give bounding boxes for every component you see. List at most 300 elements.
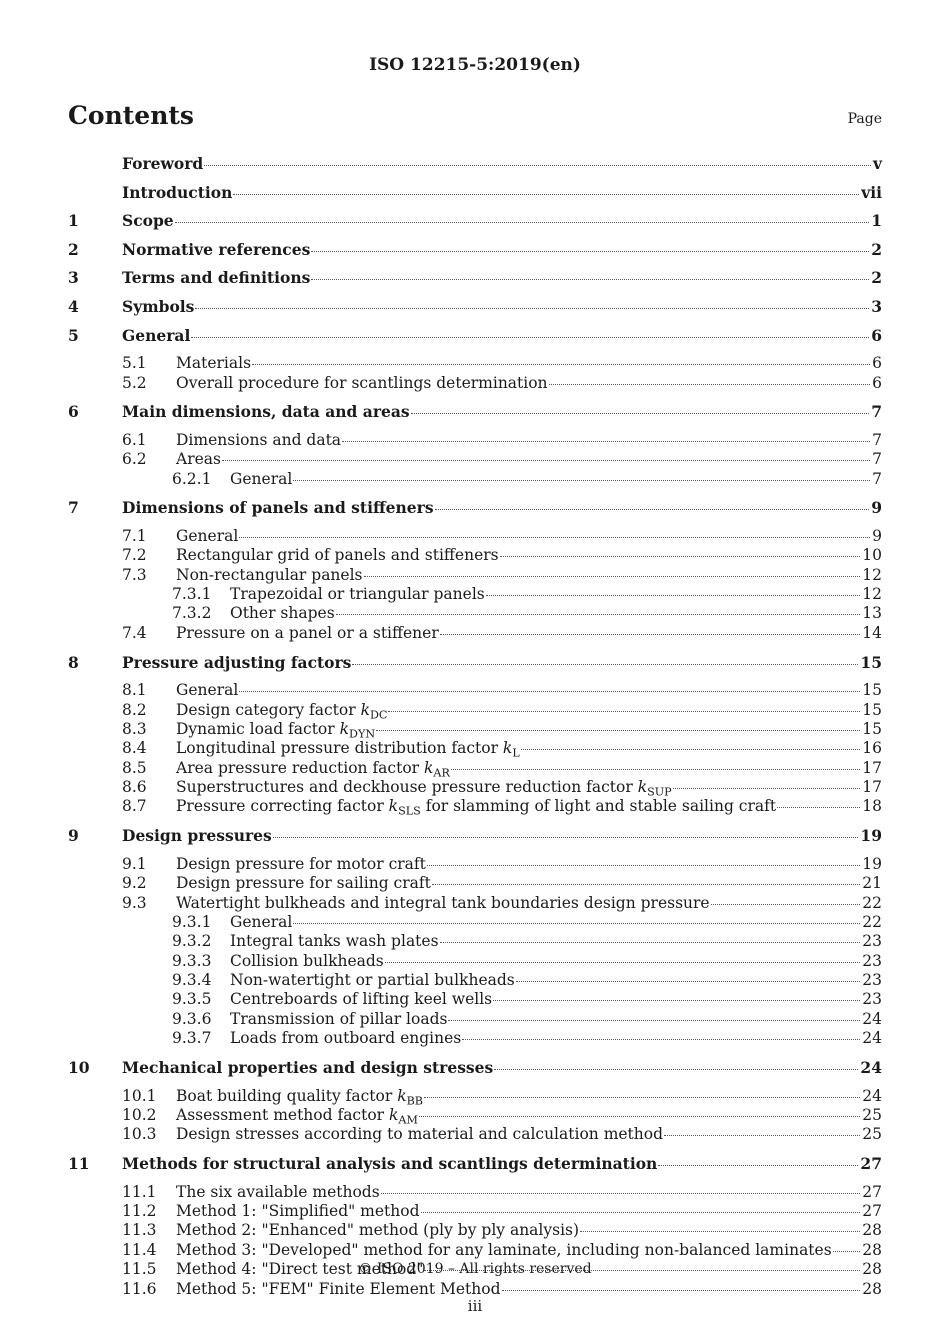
toc-entry-title <box>176 624 439 642</box>
toc-entry-page: 7 <box>872 450 882 469</box>
toc-entry-title <box>122 1058 493 1077</box>
toc-entry-number: 6 <box>68 402 79 422</box>
dot-leader <box>252 364 870 365</box>
dot-leader <box>293 923 860 924</box>
toc-entry-page: 17 <box>862 758 882 777</box>
dot-leader <box>191 337 869 338</box>
toc-entry-title <box>122 826 272 845</box>
dot-leader <box>673 788 861 789</box>
toc-entry-symbol-subscript: L <box>512 746 520 760</box>
toc-entry-title <box>176 778 672 798</box>
toc-entry-page: 7 <box>871 402 882 422</box>
dot-leader <box>239 691 860 692</box>
toc-entry[interactable] <box>68 431 882 450</box>
toc-entry[interactable] <box>68 1241 882 1260</box>
toc-entry[interactable] <box>68 1154 882 1183</box>
toc-entry[interactable] <box>68 952 882 971</box>
toc-entry[interactable] <box>68 1010 882 1029</box>
dot-leader <box>462 1039 860 1040</box>
toc-entry-title <box>176 1221 579 1239</box>
toc-entry-number: 9.3.5 <box>172 990 212 1009</box>
toc-entry-title <box>230 604 335 622</box>
toc-entry-title-text: Superstructures and deckhouse pressure reduction factor <box>176 778 638 797</box>
toc-entry-number: 9.3.1 <box>172 912 212 931</box>
toc-entry-page: 6 <box>871 325 882 345</box>
toc-entry[interactable] <box>68 1087 882 1106</box>
dot-leader <box>658 1165 858 1166</box>
toc-entry-number: 7.3.2 <box>172 604 212 623</box>
dot-leader <box>195 308 869 309</box>
toc-entry-page: 12 <box>862 585 882 604</box>
toc-entry-title <box>176 1125 663 1143</box>
toc-entry-title-text: Scope <box>122 211 174 231</box>
toc-entry-title <box>230 1010 447 1028</box>
toc-entry-page: 24 <box>862 1029 882 1048</box>
toc-entry-title-text: General <box>230 469 293 488</box>
page-column-label: Page <box>847 111 882 127</box>
dot-leader <box>239 537 870 538</box>
toc-entry-title-text: Design pressure for sailing craft <box>176 874 431 893</box>
toc-entry-title-text: Introduction <box>122 182 233 202</box>
toc-entry-title-text: Trapezoidal or triangular panels <box>230 585 485 604</box>
toc-entry-title-text: Pressure on a panel or a stiffener <box>176 623 439 642</box>
dot-leader <box>493 1000 860 1001</box>
toc-entry-symbol: k <box>389 1105 399 1124</box>
dot-leader <box>521 749 861 750</box>
dot-leader <box>580 1231 860 1232</box>
dot-leader <box>711 904 861 905</box>
table-of-contents <box>68 154 882 1299</box>
toc-entry-number: 5.1 <box>122 354 147 373</box>
toc-entry-symbol-subscript: SUP <box>647 785 672 799</box>
toc-entry[interactable] <box>68 470 882 489</box>
dot-leader <box>451 769 860 770</box>
toc-entry-page: 12 <box>862 565 882 584</box>
toc-entry-page: 22 <box>862 912 882 931</box>
dot-leader <box>175 222 870 223</box>
dot-leader <box>440 942 861 943</box>
toc-entry-page: 23 <box>862 932 882 951</box>
toc-entry-title-text: Collision bulkheads <box>230 951 384 970</box>
toc-entry[interactable] <box>68 1029 882 1048</box>
toc-entry-number: 9.3.7 <box>172 1029 212 1048</box>
toc-entry[interactable] <box>68 240 882 269</box>
toc-entry-title <box>230 932 439 950</box>
toc-entry-page: v <box>872 154 882 173</box>
dot-leader <box>777 807 860 808</box>
toc-entry[interactable] <box>68 681 882 700</box>
toc-entry-number: 8 <box>68 652 79 672</box>
toc-entry[interactable] <box>68 653 882 682</box>
toc-entry-number: 7.3 <box>122 565 147 584</box>
dot-leader <box>293 480 870 481</box>
toc-entry-title <box>176 374 548 392</box>
dot-leader <box>342 441 870 442</box>
toc-entry[interactable] <box>68 874 882 893</box>
toc-entry-page: 1 <box>871 211 882 231</box>
toc-entry-title-text: Integral tanks wash plates <box>230 932 439 951</box>
toc-entry-title-text: General <box>176 526 239 545</box>
toc-entry-page: 27 <box>862 1202 882 1220</box>
dot-leader <box>311 251 869 252</box>
toc-entry-symbol: k <box>360 700 370 719</box>
toc-entry-number: 9.3.2 <box>172 932 212 951</box>
toc-entry-title-text: Dimensions and data <box>176 430 342 449</box>
toc-entry-title <box>122 268 310 287</box>
toc-entry-page: 25 <box>862 1125 882 1144</box>
toc-entry-number: 8.7 <box>122 797 147 816</box>
toc-entry-title-text: Method 5: "FEM" Finite Element Method <box>176 1279 501 1298</box>
toc-entry[interactable] <box>68 720 882 739</box>
toc-entry-number: 7.3.1 <box>172 585 212 604</box>
toc-entry-page: 6 <box>872 354 882 373</box>
toc-entry-number: 8.1 <box>122 681 147 700</box>
dot-leader <box>549 384 871 385</box>
toc-entry-number: 9 <box>68 826 79 846</box>
toc-entry-title <box>176 354 251 372</box>
toc-entry-title <box>176 759 450 779</box>
toc-entry-title-text: Terms and definitions <box>122 268 311 288</box>
toc-entry-title <box>230 971 515 989</box>
toc-entry-title-text: Main dimensions, data and areas <box>122 402 410 422</box>
toc-entry[interactable] <box>68 585 882 604</box>
toc-entry-page: 18 <box>862 797 882 816</box>
dot-leader <box>440 634 861 635</box>
toc-entry-symbol-subscript: AM <box>398 1113 418 1127</box>
toc-entry-title-text: Method 2: "Enhanced" method (ply by ply analysis) <box>176 1221 580 1240</box>
toc-entry-symbol: k <box>388 797 399 816</box>
toc-entry[interactable] <box>68 183 882 212</box>
toc-entry-title <box>122 653 351 672</box>
toc-entry[interactable] <box>68 374 882 393</box>
toc-entry-title <box>176 546 499 564</box>
dot-leader <box>448 1020 860 1021</box>
toc-entry[interactable] <box>68 759 882 778</box>
dot-leader <box>427 865 860 866</box>
toc-entry-title-text: Dimensions of panels and stiffeners <box>122 498 434 518</box>
toc-entry-page: 15 <box>860 652 882 672</box>
toc-entry-symbol: k <box>397 1086 407 1105</box>
toc-entry-symbol-subscript: DYN <box>349 727 376 741</box>
toc-entry[interactable] <box>68 855 882 874</box>
toc-entry-title-text: Design pressures <box>122 826 272 846</box>
toc-entry-page: 22 <box>862 893 882 912</box>
dot-leader <box>435 509 870 510</box>
toc-entry-title-text: General <box>230 912 293 931</box>
toc-entry-title <box>176 566 363 584</box>
dot-leader <box>432 884 860 885</box>
toc-entry-page: 15 <box>862 719 882 738</box>
toc-entry-number: 8.3 <box>122 719 147 738</box>
toc-entry-title-text: Other shapes <box>230 604 335 623</box>
toc-entry-page: 2 <box>871 239 882 259</box>
toc-entry-page: 10 <box>862 546 882 565</box>
toc-entry-number: 9.2 <box>122 874 147 893</box>
toc-entry-number: 11.6 <box>122 1279 157 1298</box>
toc-entry-title-text: Foreword <box>122 154 204 173</box>
toc-entry-title-text: Methods for structural analysis and scantlings determination <box>122 1154 658 1174</box>
toc-entry[interactable] <box>68 498 882 527</box>
toc-entry-page: 17 <box>862 778 882 797</box>
toc-entry-page: 24 <box>862 1009 882 1028</box>
toc-entry-title <box>176 720 375 740</box>
toc-entry-title-text: Boat building quality factor <box>176 1086 398 1105</box>
toc-entry-number: 7.2 <box>122 546 147 565</box>
dot-leader <box>411 413 870 414</box>
toc-entry-title <box>122 183 232 202</box>
toc-entry-title <box>176 681 238 699</box>
toc-entry-title-text: Watertight bulkheads and integral tank boundaries design pressure <box>176 893 710 912</box>
dot-leader <box>385 962 861 963</box>
contents-title: Contents <box>68 101 195 130</box>
dot-leader <box>222 460 870 461</box>
toc-entry-number: 10.1 <box>122 1086 157 1105</box>
toc-entry-title-text: Pressure correcting factor <box>176 797 389 816</box>
toc-entry-page: 7 <box>872 430 882 449</box>
toc-entry-page: 7 <box>872 469 882 488</box>
toc-entry-symbol-subscript: AR <box>433 766 450 780</box>
dot-leader <box>833 1251 861 1252</box>
dot-leader <box>502 1290 861 1291</box>
toc-entry[interactable] <box>68 624 882 643</box>
toc-entry-title-text: Assessment method factor <box>176 1105 390 1124</box>
toc-entry-title <box>230 470 292 488</box>
toc-entry-number: 10.3 <box>122 1125 157 1144</box>
toc-entry-title <box>176 797 776 817</box>
toc-entry-title <box>230 913 292 931</box>
toc-entry-title <box>176 1087 423 1107</box>
toc-entry[interactable] <box>68 739 882 758</box>
toc-entry-page: 28 <box>862 1260 882 1279</box>
toc-entry[interactable] <box>68 1183 882 1202</box>
toc-entry-page: 25 <box>862 1105 882 1124</box>
toc-entry-title <box>176 855 426 873</box>
toc-entry-page: 23 <box>862 951 882 970</box>
toc-entry[interactable] <box>68 326 882 355</box>
dot-leader <box>364 576 861 577</box>
toc-entry-symbol: k <box>424 758 434 777</box>
toc-entry[interactable] <box>68 913 882 932</box>
toc-entry-number: 11.2 <box>122 1202 157 1220</box>
toc-entry-number: 4 <box>68 296 79 316</box>
toc-entry-title <box>176 739 520 759</box>
toc-entry-page: 14 <box>862 623 882 642</box>
toc-entry-page: vii <box>861 182 882 202</box>
toc-entry-title <box>176 1202 420 1220</box>
toc-entry[interactable] <box>68 268 882 297</box>
toc-entry-title <box>122 154 203 173</box>
toc-entry-title <box>176 894 710 912</box>
toc-entry-title-text: Rectangular grid of panels and stiffeners <box>176 546 499 565</box>
toc-entry-title-text: Non-rectangular panels <box>176 565 363 584</box>
toc-entry-title-text: Method 4: "Direct test method" <box>176 1260 424 1279</box>
toc-entry[interactable] <box>68 1106 882 1125</box>
toc-entry[interactable] <box>68 778 882 797</box>
dot-leader <box>424 1097 860 1098</box>
toc-entry-number: 9.3.4 <box>172 971 212 990</box>
toc-entry-page: 6 <box>872 373 882 392</box>
dot-leader <box>233 194 859 195</box>
toc-entry-number: 8.4 <box>122 739 147 758</box>
toc-entry-number: 1 <box>68 211 79 231</box>
dot-leader <box>486 595 861 596</box>
dot-leader <box>376 730 860 731</box>
toc-entry-page: 23 <box>862 971 882 990</box>
toc-entry-page: 9 <box>872 526 882 545</box>
toc-entry-title-text: Method 3: "Developed" method for any laminate, including non-balanced laminates <box>176 1240 832 1259</box>
toc-entry-number: 11.5 <box>122 1260 157 1279</box>
copyright-notice: © ISO 2019 – All rights reserved <box>358 1261 592 1277</box>
toc-entry[interactable] <box>68 990 882 1009</box>
toc-entry[interactable] <box>68 527 882 546</box>
toc-entry-page: 28 <box>862 1221 882 1240</box>
dot-leader <box>273 837 859 838</box>
toc-entry[interactable] <box>68 797 882 816</box>
toc-entry-page: 23 <box>862 990 882 1009</box>
dot-leader <box>494 1069 858 1070</box>
toc-entry-page: 19 <box>862 854 882 873</box>
toc-entry-page: 15 <box>862 700 882 719</box>
toc-entry-symbol: k <box>637 778 648 797</box>
toc-entry-number: 11.3 <box>122 1221 157 1240</box>
toc-entry[interactable] <box>68 894 882 913</box>
toc-entry-title-text: Loads from outboard engines <box>230 1029 462 1048</box>
toc-entry-title-text: Design pressure for motor craft <box>176 854 426 873</box>
toc-entry[interactable] <box>68 971 882 990</box>
toc-entry[interactable] <box>68 1058 882 1087</box>
toc-entry-page: 27 <box>860 1154 882 1174</box>
toc-entry-number: 10 <box>68 1057 90 1077</box>
toc-entry-number: 8.5 <box>122 758 147 777</box>
toc-entry-page: 13 <box>862 604 882 623</box>
dot-leader <box>421 1212 861 1213</box>
toc-entry-title <box>122 402 410 421</box>
toc-entry-title-text: Symbols <box>122 296 195 316</box>
toc-entry[interactable] <box>68 546 882 565</box>
toc-entry-title-text: Pressure adjusting factors <box>122 652 352 672</box>
dot-leader <box>388 711 860 712</box>
dot-leader <box>352 664 858 665</box>
toc-entry-page: 27 <box>862 1182 882 1201</box>
toc-entry-page: 24 <box>860 1057 882 1077</box>
toc-entry[interactable] <box>68 1221 882 1240</box>
toc-entry-title <box>176 431 341 449</box>
toc-entry-page: 19 <box>860 826 882 846</box>
toc-entry-number: 10.2 <box>122 1105 157 1124</box>
toc-entry-number: 7.4 <box>122 623 147 642</box>
toc-entry-number: 7.1 <box>122 526 147 545</box>
toc-entry-title-text: Longitudinal pressure distribution factor <box>176 739 503 758</box>
toc-entry-title-text: General <box>122 325 191 345</box>
toc-entry-title-text: Mechanical properties and design stresses <box>122 1057 494 1077</box>
toc-entry-title-text: Overall procedure for scantlings determination <box>176 373 548 392</box>
toc-entry-title <box>176 1106 418 1126</box>
toc-entry-title-text: General <box>176 681 239 700</box>
toc-entry-number: 11.4 <box>122 1240 157 1259</box>
toc-entry-title <box>122 240 310 259</box>
toc-entry-number: 5.2 <box>122 373 147 392</box>
toc-entry[interactable] <box>68 566 882 585</box>
toc-entry-title <box>122 498 434 517</box>
dot-leader <box>311 279 869 280</box>
toc-entry-title <box>230 990 492 1008</box>
toc-entry-number: 5 <box>68 325 79 345</box>
toc-entry-title-text: Dynamic load factor <box>176 719 340 738</box>
toc-entry-number: 8.6 <box>122 778 147 797</box>
toc-entry-title-text: Design category factor <box>176 700 361 719</box>
dot-leader <box>419 1116 860 1117</box>
page-number: iii <box>467 1297 483 1315</box>
toc-entry-title-text: Areas <box>176 450 221 469</box>
toc-entry[interactable] <box>68 1125 882 1144</box>
toc-entry-page: 21 <box>862 874 882 893</box>
toc-entry[interactable] <box>68 604 882 623</box>
toc-entry-page: 15 <box>862 681 882 700</box>
toc-entry[interactable] <box>68 297 882 326</box>
toc-entry-symbol: k <box>502 739 513 758</box>
toc-entry-title-text: Area pressure reduction factor <box>176 758 424 777</box>
toc-entry[interactable] <box>68 701 882 720</box>
standard-header: ISO 12215-5:2019(en) <box>369 55 581 75</box>
toc-entry-symbol: k <box>339 719 350 738</box>
toc-entry-number: 8.2 <box>122 700 147 719</box>
toc-entry-title <box>122 297 194 316</box>
toc-entry-title <box>122 211 174 230</box>
toc-entry-title-text: Transmission of pillar loads <box>230 1009 448 1028</box>
toc-entry[interactable] <box>68 450 882 469</box>
toc-entry-page: 16 <box>862 739 882 758</box>
toc-entry-title <box>176 1183 380 1201</box>
toc-entry-title <box>122 326 190 345</box>
dot-leader <box>516 981 861 982</box>
toc-entry-page: 24 <box>862 1086 882 1105</box>
toc-entry-title-text: The six available methods <box>176 1182 380 1201</box>
toc-entry-number: 7 <box>68 498 79 518</box>
toc-entry-title <box>176 450 221 468</box>
dot-leader <box>336 614 861 615</box>
toc-entry-number: 9.3 <box>122 893 147 912</box>
toc-entry-page: 2 <box>871 268 882 288</box>
toc-entry-number: 9.3.3 <box>172 951 212 970</box>
toc-entry-title <box>230 1029 461 1047</box>
toc-entry-page: 28 <box>862 1240 882 1259</box>
toc-entry-title <box>176 701 387 721</box>
toc-entry-number: 6.1 <box>122 430 147 449</box>
toc-entry-title-text: Non-watertight or partial bulkheads <box>230 971 515 990</box>
toc-entry-number: 6.2 <box>122 450 147 469</box>
toc-entry-title-text: Design stresses according to material and calculation method <box>176 1125 664 1144</box>
toc-entry[interactable] <box>68 826 882 855</box>
toc-entry[interactable] <box>68 154 882 183</box>
toc-entry-title <box>230 952 384 970</box>
toc-entry-page: 9 <box>871 498 882 518</box>
toc-entry-page: 3 <box>871 296 882 316</box>
toc-entry-title <box>176 1280 501 1298</box>
toc-entry[interactable] <box>68 211 882 240</box>
toc-entry-number: 9.1 <box>122 854 147 873</box>
dot-leader <box>664 1135 860 1136</box>
toc-entry[interactable] <box>68 932 882 951</box>
dot-leader <box>204 165 871 166</box>
toc-entry[interactable] <box>68 402 882 431</box>
toc-entry-number: 6.2.1 <box>172 469 212 488</box>
toc-entry-number: 11 <box>68 1154 90 1174</box>
toc-entry-title-text: for slamming of light and stable sailing craft <box>420 797 777 816</box>
toc-entry[interactable] <box>68 354 882 373</box>
dot-leader <box>381 1193 861 1194</box>
toc-entry[interactable] <box>68 1202 882 1221</box>
toc-entry-title <box>230 585 485 603</box>
